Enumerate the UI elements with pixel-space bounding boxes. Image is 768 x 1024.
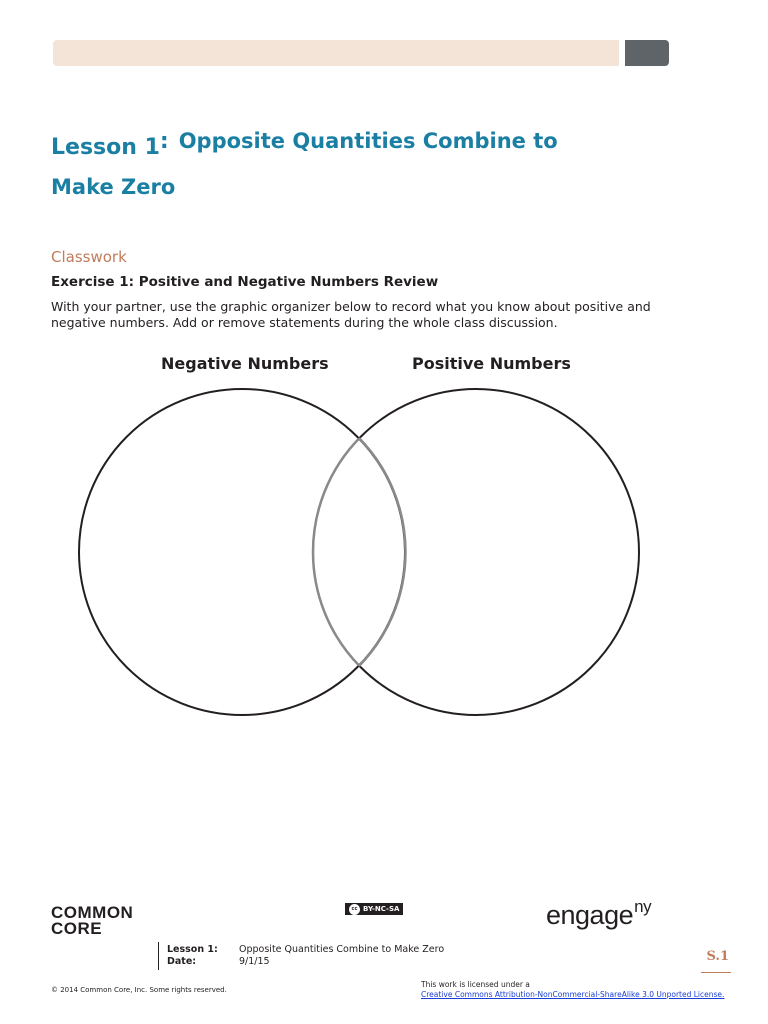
venn-overlap-arc-right <box>313 389 639 715</box>
cc-icon: cc <box>349 904 360 915</box>
venn-left-circle <box>79 389 405 715</box>
page-number-box <box>701 944 731 973</box>
title-colon: : <box>159 129 169 154</box>
footer-date-key: Date: <box>167 956 197 967</box>
logo-core-text: CORE <box>51 919 103 938</box>
footer-lesson-row <box>167 944 444 955</box>
logo-common-text: COMMON <box>51 903 134 922</box>
lesson-title-line1: Opposite Quantities Combine to <box>178 129 558 153</box>
footer-date-value: 9/1/15 <box>239 956 270 967</box>
venn-diagram <box>70 380 650 700</box>
common-core-logo <box>51 903 134 938</box>
venn-overlap-arc-left <box>359 438 405 666</box>
header-tab <box>625 40 669 66</box>
engageny-logo <box>546 897 652 931</box>
venn-right-label: Positive Numbers <box>412 354 571 373</box>
section-label: Classwork <box>51 248 127 266</box>
page-title <box>51 128 631 206</box>
exercise-instructions: With your partner, use the graphic organizer below to record what you know about positive and negative numbers. Add or remove statements during the whole class discussion. <box>51 299 651 330</box>
footer-date-row <box>167 956 270 967</box>
cc-license-badge <box>345 903 403 915</box>
exercise-heading: Exercise 1: Positive and Negative Numbers Review <box>51 274 439 290</box>
footer-lesson-value: Opposite Quantities Combine to Make Zero <box>239 944 445 955</box>
footer-lesson-key: Lesson 1: <box>167 944 218 955</box>
license-notice <box>421 980 724 1000</box>
logo-engage-text: engage <box>546 900 634 930</box>
lesson-title-line2: Make Zero <box>51 175 176 199</box>
copyright-text: © 2014 Common Core, Inc. Some rights reserved. <box>51 986 227 994</box>
license-line1: This work is licensed under a <box>421 980 530 989</box>
page-number: S.1 <box>706 949 729 964</box>
venn-left-label: Negative Numbers <box>161 354 329 373</box>
header-bar <box>53 40 619 66</box>
venn-right-circle <box>313 389 639 715</box>
cc-license-text: BY-NC-SA <box>363 905 400 913</box>
footer-divider <box>158 942 159 970</box>
logo-engage-sup: ny <box>634 897 652 916</box>
lesson-number: Lesson 1 <box>51 135 160 160</box>
license-link[interactable]: Creative Commons Attribution-NonCommercial-ShareAlike 3.0 Unported License. <box>421 990 725 999</box>
